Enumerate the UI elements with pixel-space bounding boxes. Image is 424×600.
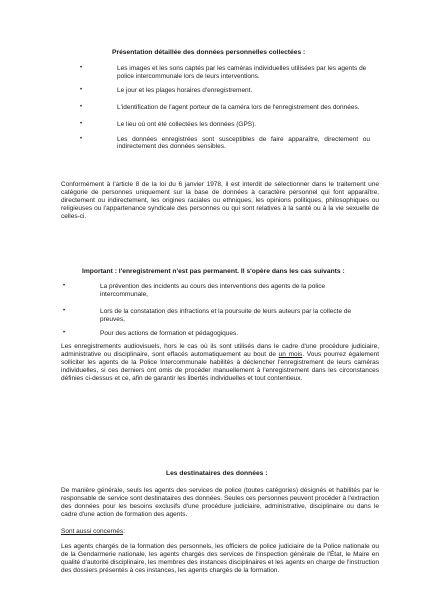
section-title-recipients: Les destinataires des données : — [166, 470, 268, 477]
bullet-icon: • — [63, 283, 66, 289]
collected-data-list — [80, 65, 370, 151]
recording-cases-list — [63, 283, 370, 338]
also-concerned-subheading: Sont aussi concernés: — [61, 528, 125, 535]
bullet-icon: • — [80, 135, 83, 142]
bullet-icon: • — [80, 120, 83, 127]
list-item: • La prévention des incidents au cours des interventions des agents de la police intercommunale, — [63, 283, 326, 298]
also-concerned-paragraph: Les agents chargés de la formation des personnels, les officiers de police judiciaire de la Police nationale ou de la Gendarmerie nationale, les agents chargés des services de l'inspection générale de l'État, le Maire en qualité d'autorité disciplinaire, les membres des instances disciplinaires et les agents en charge de l'instruction des dossiers présentés à ces instances, les agents chargés de la formation. — [61, 543, 379, 574]
section-title-recording-cases: Important : l'enregistrement n'est pas permanent. Il s'opère dans les cas suivants : — [82, 268, 345, 275]
retention-duration: un mois — [278, 350, 303, 358]
bullet-icon: • — [80, 65, 83, 71]
sensitive-data-paragraph: Conformément à l'article 8 de la loi du 6 janvier 1978, il est interdit de sélectionner dans le traitement une catégorie de personnes uniquement sur la base de données à caractère personnel qui font apparaître, directement ou indirectement, les origines raciales ou ethniques, les opinions politiques, philosophiques ou religieuses ou l'appartenance syndicale des personnes ou qui sont relatives à la santé ou à la vie sexuelle de celles-ci. — [61, 181, 379, 220]
list-item: • Pour des actions de formation et pédagogiques. — [63, 329, 239, 337]
bullet-icon: • — [63, 329, 66, 336]
list-item: • Les données enregistrées sont susceptibles de faire apparaître, directement ou indirectement des données sensibles. — [80, 135, 370, 151]
list-item: • Le lieu où ont été collectées les données (GPS). — [80, 120, 257, 128]
list-item: • Les images et les sons captés par les caméras individuelles utilisées par les agents de police intercommunale lors de leurs interventions. — [80, 65, 367, 80]
list-item: • L'identification de l'agent porteur de la caméra lors de l'enregistrement des données. — [80, 103, 360, 111]
list-item: • Lors de la constatation des infractions et la poursuite de leurs auteurs par la collecte de preuves, — [63, 307, 352, 323]
bullet-icon: • — [63, 307, 66, 314]
list-item: • Le jour et les plages horaires d'enregistrement. — [80, 86, 253, 94]
bullet-icon: • — [80, 103, 83, 110]
retention-paragraph: Les enregistrements audiovisuels, hors le cas où ils sont utilisés dans le cadre d'une procédure judiciaire, administrative ou disciplinaire, sont effacés automatiquement au bout de un mois. Vous pourrez également solliciter les agents de la Police Intercommunale habilités à déclencher l'enregistrement de leurs caméras individuelles, si ces derniers ont omis de procéder manuellement à l'enregistrement dans les circonstances définies ci-dessus et ce, afin de garantir les libertés individuelles et tout contentieux. — [61, 343, 380, 382]
section-title-collected-data: Présentation détaillée des données personnelles collectées : — [112, 49, 306, 56]
bullet-icon: • — [80, 86, 83, 93]
recipients-paragraph: De manière générale, seuls les agents des services de police (toutes catégories) désignés et habilités par le responsable de service sont destinataires des données. Seules ces personnes peuvent procéder à l'extraction des données pour les besoins exclusifs d'une procédure judiciaire, administrative, disciplinaire ou dans le cadre d'une action de formation des agents. — [61, 487, 379, 518]
